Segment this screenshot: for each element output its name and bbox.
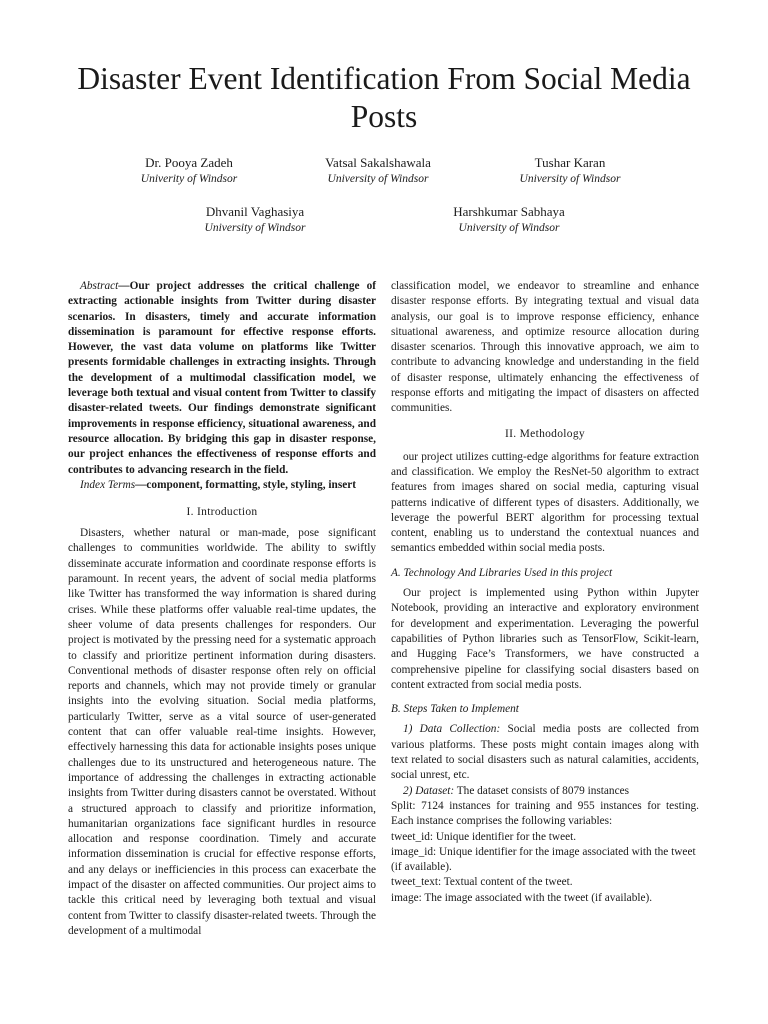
right-column: [391, 279, 699, 906]
index-terms-label: Index Terms: [80, 478, 136, 491]
step-data-collection-label: 1) Data Collection:: [403, 723, 501, 736]
variable-tweet-text: tweet_text: Textual content of the tweet.: [391, 876, 573, 889]
abstract-text: Our project addresses the critical challenge of extracting actionable insights from Twitter during disaster scenarios. In disasters, timely and accurate information dissemination is paramount for effective response efforts. However, the vast data volume on platforms like Twitter presents formidable challenges in extracting insights. Through the development of a multimodal classification model, we leverage both textual and visual content from Twitter to classify disaster-related tweets. Our findings demonstrate significant improvements in response efficiency, situational awareness, and resource allocation. By bridging this gap in disaster response, our project enhances the effectiveness of response efforts and contributes to advancing research in the field.: [68, 280, 376, 476]
methodology-paragraph: our project utilizes cutting-edge algorithms for feature extraction and classification. We employ the ResNet-50 algorithm to extract features from images shared on social media, capturing visual patterns indicative of different types of disasters. Additionally, we leverage the powerful BERT algorithm for processing textual content, enabling us to understand the contextual nuances and semantics embedded within social media posts.: [391, 450, 699, 555]
dataset-split: Split: 7124 instances for training and 955 instances for testing. Each instance comprises the following variables:: [391, 799, 699, 828]
index-terms: [68, 478, 376, 493]
abstract: [68, 279, 376, 478]
intro-continued-paragraph: classification model, we endeavor to streamline and enhance disaster response efforts. By integrating textual and visual data analysis, our goal is to improve response efficiency, enhance situational awareness, and optimize resource allocation during disaster scenarios. Through this innovative approach, we aim to contribute to advancing knowledge and understanding in the field of disaster response, ultimately enhancing the effectiveness of response efforts and mitigating the impact of disasters on affected communities.: [391, 280, 699, 415]
left-column: [68, 279, 376, 939]
author-name: Dhvanil Vaghasiya: [205, 204, 305, 219]
step-dataset: [391, 784, 699, 799]
variable-image: image: The image associated with the tweet (if available).: [391, 891, 653, 904]
author-5: [394, 203, 624, 236]
index-terms-dash: —: [135, 478, 147, 491]
abstract-label: Abstract: [80, 280, 119, 292]
variable-tweet-id: tweet_id: Unique identifier for the tweet.: [391, 830, 577, 843]
technology-paragraph: Our project is implemented using Python within Jupyter Notebook, providing an interactive and exploratory environment for development and experimentation. Leveraging the powerful capabilities of Python libraries such as TensorFlow, Scikit-learn, and Hugging Face’s Transformers, we have constructed a comprehensive pipeline for classifying social disasters based on content extracted from social media posts.: [391, 587, 699, 691]
paper-title: Disaster Event Identification From Social Media Posts: [77, 61, 691, 134]
author-affiliation: University of Windsor: [204, 222, 306, 234]
author-name: Tushar Karan: [534, 155, 606, 170]
author-affiliation: University of Windsor: [327, 173, 429, 185]
author-affiliation: Univerity of Windsor: [140, 173, 238, 185]
author-name: Vatsal Sakalshawala: [325, 155, 431, 170]
author-affiliation: University of Windsor: [458, 222, 560, 234]
author-3: [455, 154, 685, 187]
subsection-heading-steps: B. Steps Taken to Implement: [391, 703, 519, 716]
abstract-dash: —: [118, 280, 130, 292]
section-heading-methodology: II. Methodology: [505, 427, 585, 440]
subsection-heading-technology: A. Technology And Libraries Used in this project: [391, 566, 613, 579]
step-data-collection: [391, 722, 699, 783]
author-affiliation: University of Windsor: [519, 173, 621, 185]
section-heading-introduction: I. Introduction: [186, 506, 258, 519]
index-terms-text: component, formatting, style, styling, insert: [146, 478, 357, 491]
author-name: Dr. Pooya Zadeh: [145, 155, 233, 170]
step-data-collection-text: Social media posts are collected from various platforms. These posts might contain images along with text related to social disasters such as natural calamities, accidents, social unrest, etc.: [391, 723, 699, 782]
step-dataset-label: 2) Dataset:: [403, 784, 455, 797]
author-4: [140, 203, 370, 236]
author-name: Harshkumar Sabhaya: [453, 204, 565, 219]
variable-image-id: image_id: Unique identifier for the image associated with the tweet (if available).: [391, 845, 696, 874]
step-dataset-text: The dataset consists of 8079 instances: [456, 784, 630, 797]
intro-paragraph: Disasters, whether natural or man-made, pose significant challenges to communities worldwide. The ability to swiftly disseminate accurate information and coordinate response efforts is paramount. In recent years, the advent of social media platforms like Twitter has transformed the way information is shared during crises. While these platforms offer valuable real-time updates, the sheer volume of data presents challenges for responders. Our project is motivated by the pressing need for a systematic approach to classify and prioritize pertinent information during disasters. Conventional methods of disaster response often rely on official reports and channels, which may not provide timely or granular insights into the evolving situation. Social media platforms, particularly Twitter, serve as a vital source of user-generated content that can offer valuable real-time insights. However, effectively harnessing this data for actionable insights poses unique challenges due to its unstructured and heterogeneous nature. The importance of addressing the challenges in extracting actionable insights from Twitter during disasters cannot be overstated. Without a structured approach to classify and prioritize information, humanitarian organizations face significant hurdles in resource allocation and response coordination. Timely and accurate information dissemination is crucial for effective response efforts, and any delays or inefficiencies in this process can exacerbate the impact of the disaster on affected communities. Our project aims to tackle this critical need by leveraging both textual and visual content from Twitter to classify disaster-related tweets. Through the development of a multimodal: [68, 527, 376, 937]
